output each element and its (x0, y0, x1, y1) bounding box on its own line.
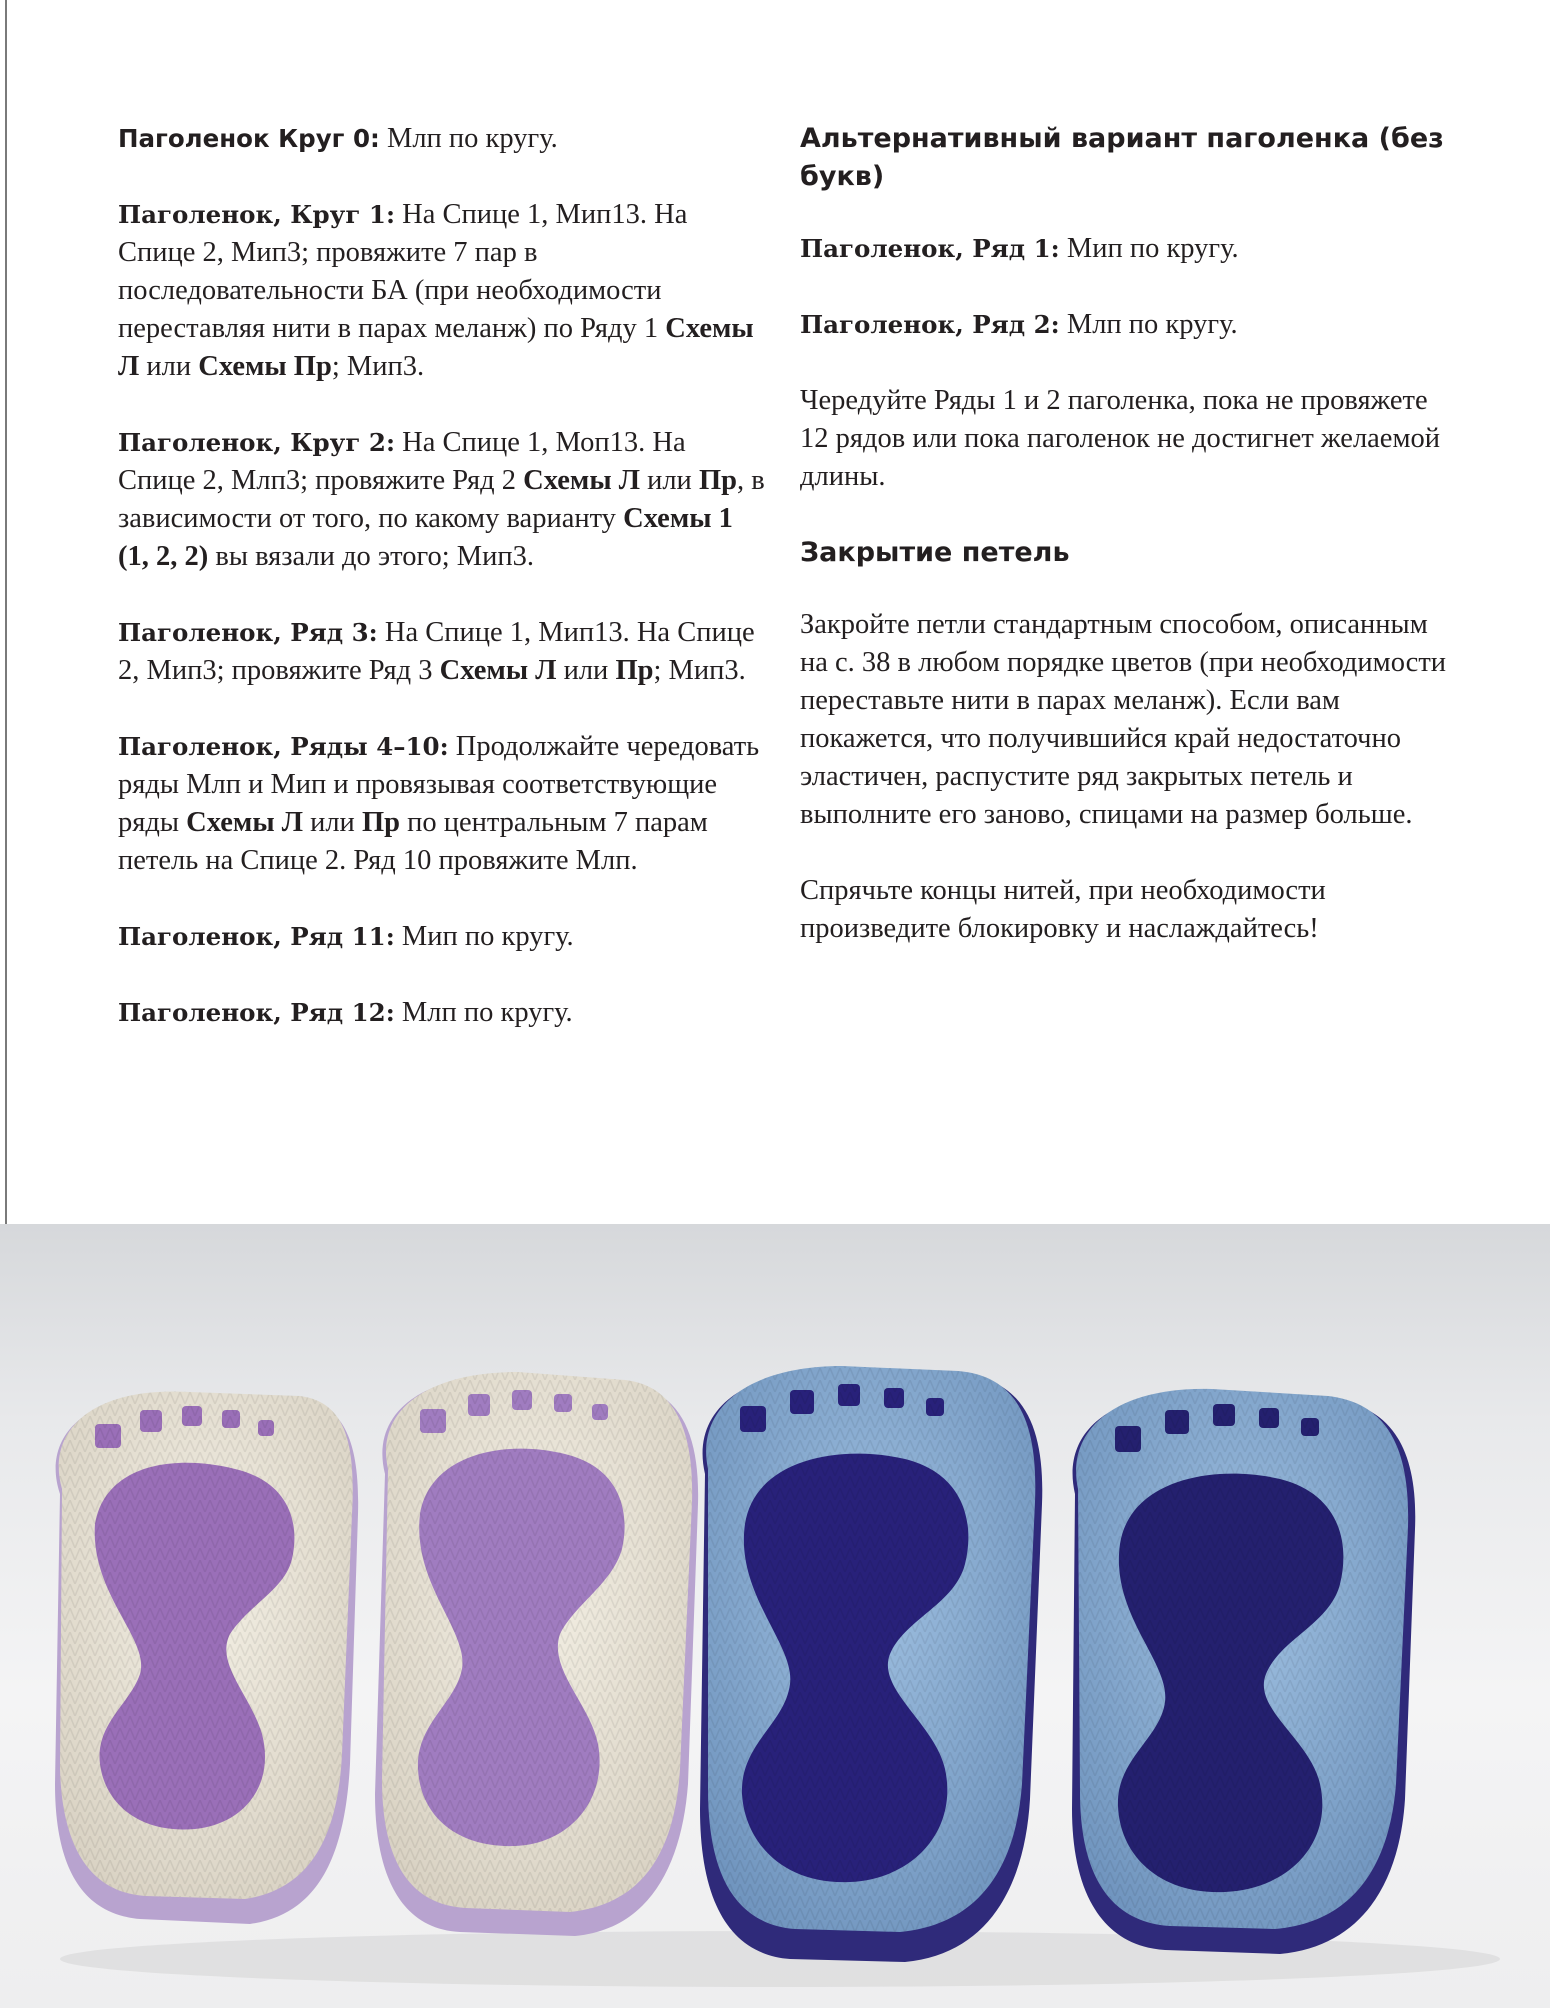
bootie-cream-left (55, 1391, 358, 1924)
paragraph-ryady-4-10: Паголенок, Ряды 4–10: Продолжайте чередовать ряды Млп и Мип и провязывая соответствующие ряды Схемы Л или Пр по центральным 7 парам петель на Спице 2. Ряд 10 провяжите Млп. (118, 731, 760, 876)
heading-bind-off: Закрытие петель (800, 537, 1070, 568)
paragraph-ryad-11: Паголенок, Ряд 11: Мип по кругу. (118, 921, 574, 952)
bootie-blue-left (700, 1366, 1042, 1962)
paragraph-ryad-12: Паголенок, Ряд 12: Млп по кругу. (118, 997, 573, 1028)
paragraph-ryad-3: Паголенок, Ряд 3: На Спице 1, Мип13. На Спице 2, Мип3; провяжите Ряд 3 Схемы Л или Пр; Мип3. (118, 617, 755, 686)
bootie-cream-right (375, 1372, 698, 1936)
left-column (118, 120, 768, 1070)
paragraph-krug-0: Паголенок Круг 0: Млп по кругу. (118, 123, 558, 154)
paragraph-krug-2: Паголенок, Круг 2: На Спице 1, Моп13. На Спице 2, Млп3; провяжите Ряд 2 Схемы Л или Пр, в зависимости от того, по какому варианту Схемы 1 (1, 2, 2) вы вязали до этого; Мип3. (118, 427, 765, 572)
bootie-blue-right (1072, 1389, 1415, 1954)
paragraph-alt-ryad-2: Паголенок, Ряд 2: Млп по кругу. (800, 309, 1238, 340)
paragraph-alternate-rows: Чередуйте Ряды 1 и 2 паголенка, пока не провяжете 12 рядов или пока паголенок не достигнет желаемой длины. (800, 385, 1440, 492)
booties-photo (0, 1224, 1550, 2008)
booties-illustration (0, 1224, 1550, 2008)
paragraph-finishing: Спрячьте концы нитей, при необходимости произведите блокировку и наслаждайтесь! (800, 875, 1326, 944)
heading-alternative-variant: Альтернативный вариант паголенка (без букв) (800, 123, 1444, 192)
right-column (800, 120, 1460, 986)
page-margin-rule (5, 0, 7, 1224)
paragraph-bind-off: Закройте петли стандартным способом, описанным на с. 38 в любом порядке цветов (при необходимости переставьте нити в парах меланж). Если вам покажется, что получившийся край недостаточно эластичен, распустите ряд закрытых петель и выполните его заново, спицами на размер больше. (800, 609, 1447, 830)
paragraph-alt-ryad-1: Паголенок, Ряд 1: Мип по кругу. (800, 233, 1239, 264)
paragraph-krug-1: Паголенок, Круг 1: На Спице 1, Мип13. На Спице 2, Мип3; провяжите 7 пар в последовательности БА (при необходимости переставляя нити в парах меланж) по Ряду 1 Схемы Л или Схемы Пр; Мип3. (118, 199, 754, 382)
